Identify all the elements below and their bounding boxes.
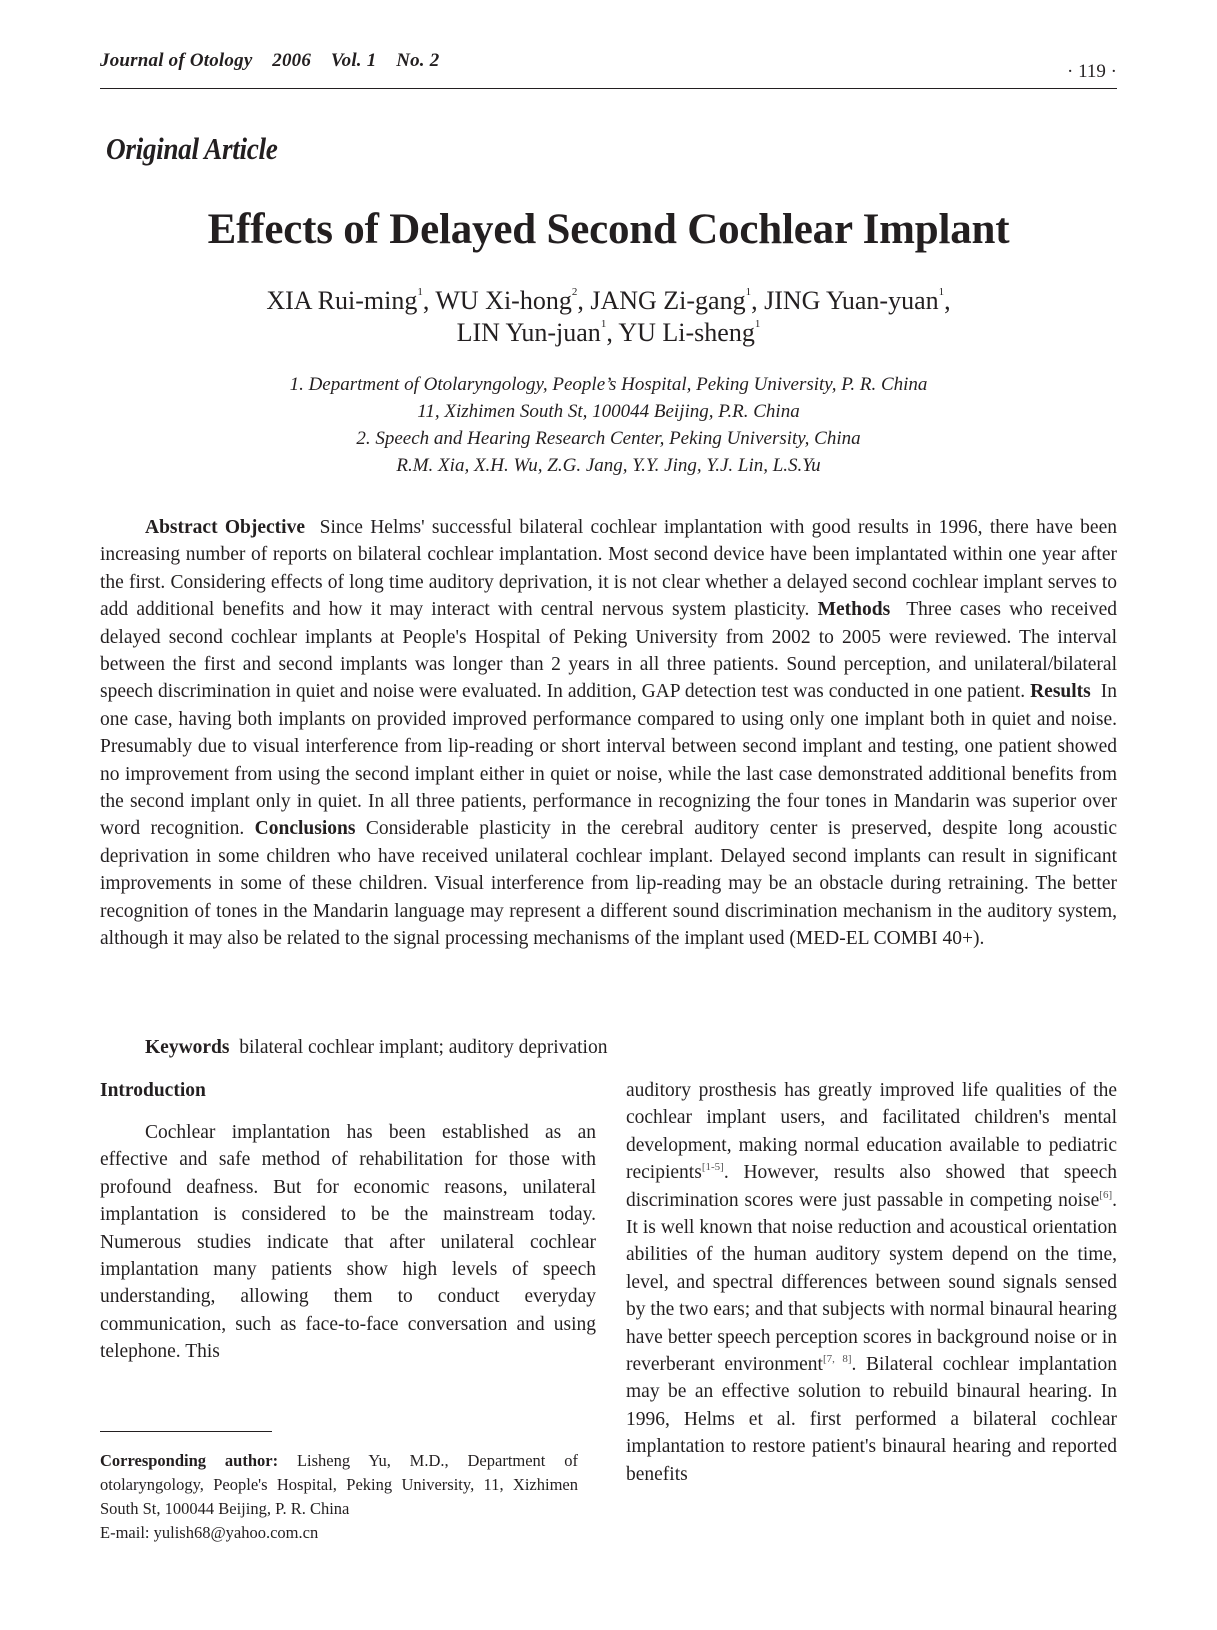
corresponding-author-footnote (100, 1449, 578, 1521)
journal-header: Journal of Otology 2006 Vol. 1 No. 2 (100, 50, 440, 71)
footnote-label: Corresponding author: (100, 1451, 279, 1470)
footnote-text: Lisheng Yu, M.D., Department of otolaryngology, People's Hospital, Peking University, 11, Xizhimen South St, 100044 Beijing, P. R. China (100, 1451, 578, 1518)
author: JING Yuan-yuan$^1$, (764, 286, 951, 315)
header-divider (100, 88, 1117, 89)
abstract-objective-label: Abstract Objective (145, 517, 305, 538)
author: YU Li-sheng$^1$ (618, 318, 761, 347)
keywords (145, 1034, 607, 1061)
affiliation-line: R.M. Xia, X.H. Wu, Z.G. Jang, Y.Y. Jing, Y.J. Lin, L.S.Yu (396, 455, 821, 476)
article-type: Original Article (106, 131, 278, 166)
abstract-objective-text: Since Helms' successful bilateral cochlear implantation with good results in 1996, there have been increasing number of reports on bilateral cochlear implantation. Most second device have been implantated within one year after the first. Considering effects of long time auditory deprivation, it is not clear whether a delayed second cochlear implant serves to add additional benefits and how it may interact with central nervous system plasticity. (100, 517, 1117, 621)
page-number: · 119 · (1067, 61, 1117, 82)
author: XIA Rui-ming$^1$, (266, 286, 436, 315)
citation-ref: [7, 8] (822, 1353, 852, 1366)
affiliations (0, 371, 1217, 479)
abstract-results-label: Results (1030, 681, 1091, 703)
keywords-text: bilateral cochlear implant; auditory deprivation (239, 1037, 608, 1058)
author: LIN Yun-juan$^1$, (456, 318, 619, 347)
abstract-conclusions-text: Considerable plasticity in the cerebral auditory center is preserved, despite long acoustic deprivation in some children who have received unilateral cochlear implant. Delayed second implants can result in significant improvements in some of these children. Visual interference from lip-reading may be an obstacle during retraining. The better recognition of tones in the Mandarin language may represent a different sound discrimination mechanism in the auditory system, although it may also be related to the signal processing mechanisms of the implant used (MED-EL COMBI 40+). (100, 818, 1118, 950)
citation-ref: [6] (1099, 1188, 1113, 1201)
author-list (0, 285, 1217, 349)
footnote-divider (100, 1431, 272, 1432)
intro-paragraph-left: Cochlear implantation has been established as an effective and safe method of rehabilitation for those with profound deafness. But for economic reasons, unilateral implantation is considered to be the mainstream today. Numerous studies indicate that after unilateral cochlear implantation many patients show high levels of speech understanding, allowing them to conduct everyday communication, such as face-to-face conversation and using telephone. This (100, 1122, 596, 1363)
article-title: Effects of Delayed Second Cochlear Implant (207, 206, 1010, 253)
abstract-results-text: In one case, having both implants on provided improved performance compared to using only one implant both in quiet and noise. Presumably due to visual interference from lip-reading or short interval between second implant and testing, one patient showed no improvement from using the second implant either in quiet or noise, while the last case demonstrated additional benefits from the second implant only in quiet. In all three patients, performance in recognizing the four tones in Mandarin was superior over word recognition. (100, 681, 1117, 840)
corresponding-email: E-mail: yulish68@yahoo.com.cn (100, 1523, 319, 1542)
abstract (100, 514, 1117, 953)
abstract-conclusions-label: Conclusions (254, 818, 356, 840)
abstract-methods-text: Three cases who received delayed second cochlear implants at People's Hospital of Peking University from 2002 to 2005 were reviewed. The interval between the first and second implants was longer than 2 years in all three patients. Sound perception, and unilateral/bilateral speech discrimination in quiet and noise were evaluated. In addition, GAP detection test was conducted in one patient. (100, 599, 1117, 703)
affiliation-line: 1. Department of Otolaryngology, People’s Hospital, Peking University, P. R. China (289, 374, 928, 395)
section-heading-introduction: Introduction (100, 1080, 206, 1101)
affiliation-line: 11, Xizhimen South St, 100044 Beijing, P.R. China (417, 401, 800, 422)
author: JANG Zi-gang$^1$, (590, 286, 765, 315)
keywords-label: Keywords (145, 1037, 230, 1058)
intro-paragraph-right: auditory prosthesis has greatly improved life qualities of the cochlear implant users, and facilitated children's mental development, making normal education available to pediatric recipients[1-5]. However, results also showed that speech discrimination scores were just passable in competing noise[6]. It is well known that noise reduction and acoustical orientation abilities of the human auditory system depend on the time, level, and spectral differences between sound signals sensed by the two ears; and that subjects with normal binaural hearing have better speech perception scores in background noise or in reverberant environment[7, 8]. Bilateral cochlear implantation may be an effective solution to rebuild binaural hearing. In 1996, Helms et al. first performed a bilateral cochlear implantation to restore patient's binaural hearing and reported benefits (626, 1080, 1118, 1485)
author: WU Xi-hong$^2$, (435, 286, 591, 315)
affiliation-line: 2. Speech and Hearing Research Center, Peking University, China (356, 428, 861, 449)
citation-ref: [1-5] (701, 1161, 724, 1174)
abstract-methods-label: Methods (817, 599, 891, 621)
